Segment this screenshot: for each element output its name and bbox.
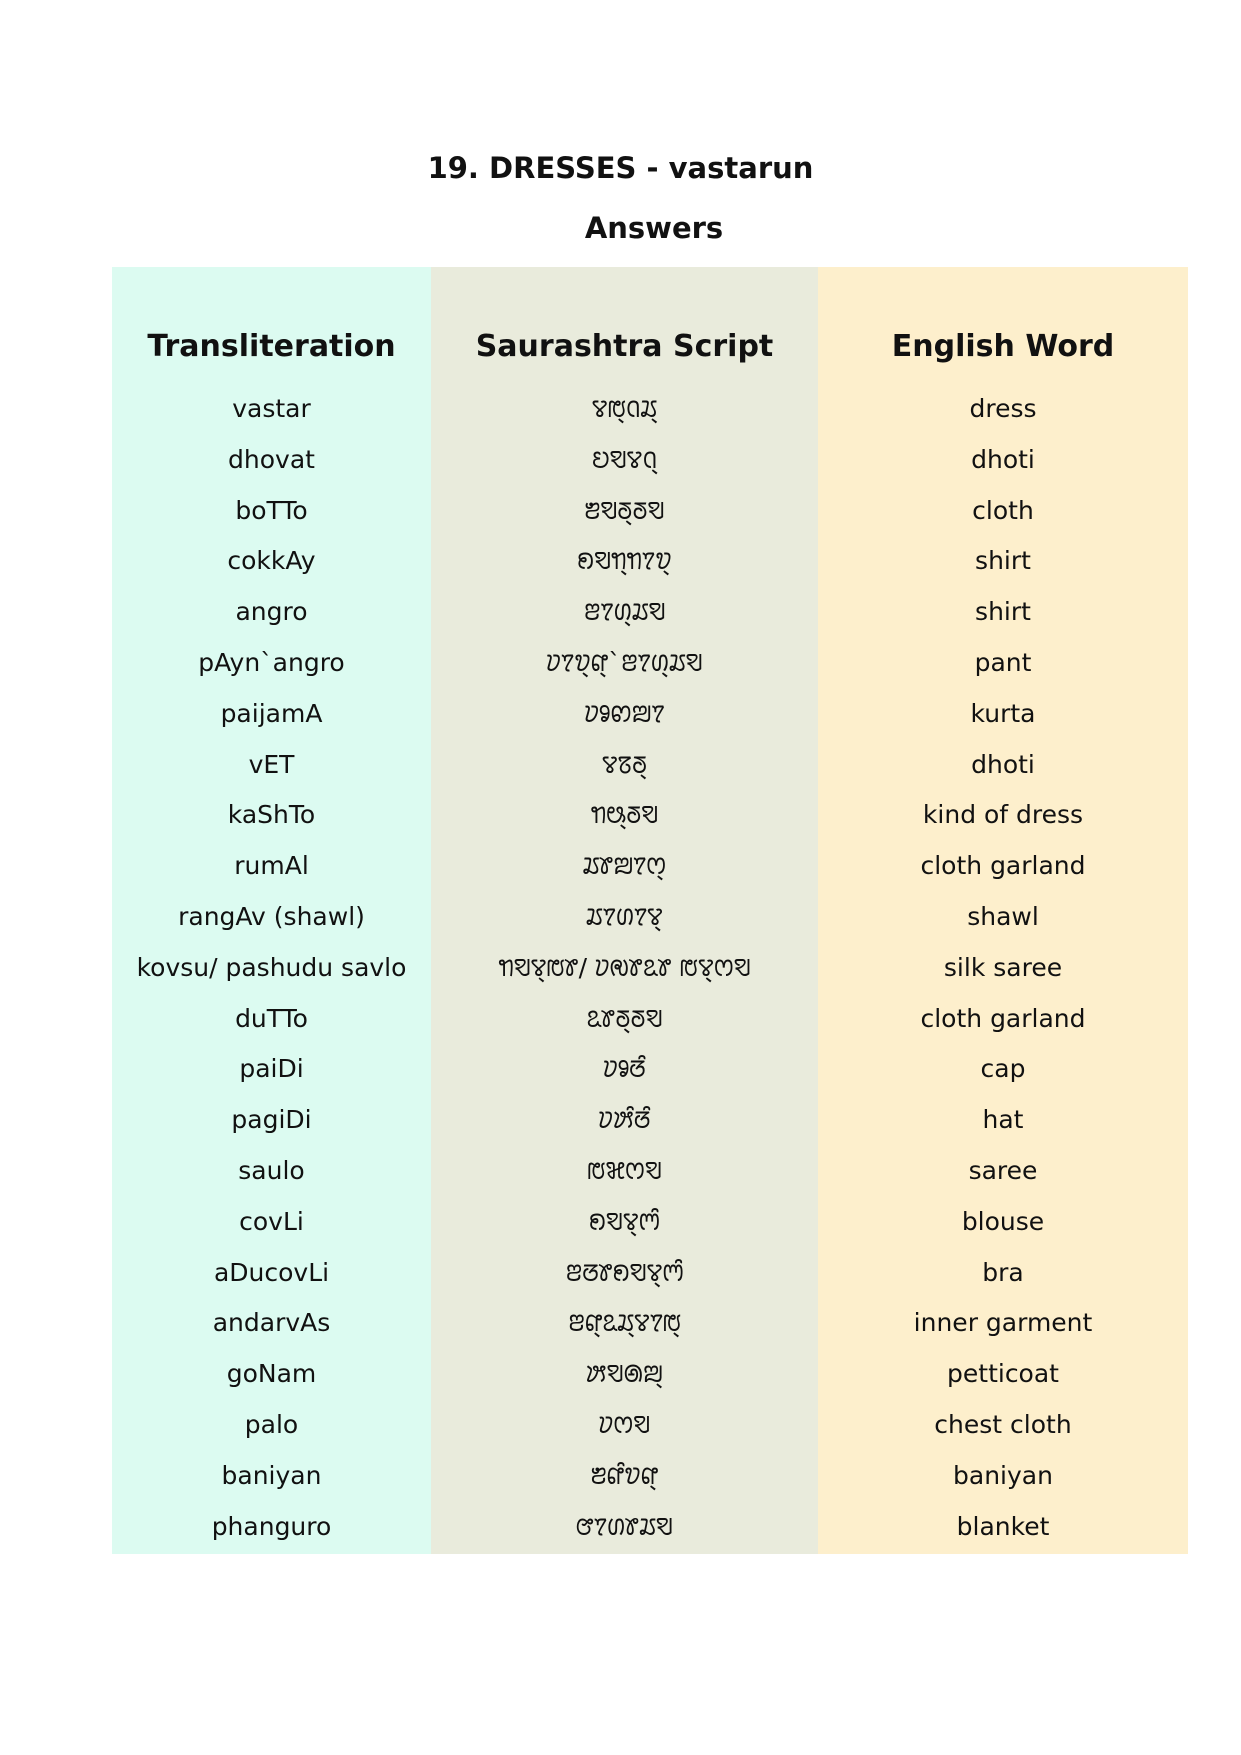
table-cell-english: dhoti <box>971 749 1035 779</box>
table-cell-translit: baniyan <box>221 1460 322 1490</box>
table-cell-translit: phanguro <box>211 1511 332 1541</box>
table-cell-translit: pagiDi <box>231 1105 312 1135</box>
table-cell-script: ꢮꢿꢜ꣄ <box>601 749 648 779</box>
table-cell-script: ꢦꢭꣂ <box>598 1409 651 1439</box>
table-cell-translit: kaShTo <box>227 800 316 830</box>
transliteration-column <box>112 267 431 1554</box>
table-cell-english: hat <box>982 1105 1024 1135</box>
table-cell-english: dhoti <box>971 444 1035 474</box>
table-cell-script: ꢦꣀꢙꢪꢵ <box>584 698 665 728</box>
table-cell-script: ꢂꢥ꣄ꢣꢬ꣄ꢮꢵꢱ꣄ <box>567 1308 682 1338</box>
english-word-cells <box>818 384 1188 1552</box>
table-cell-script: ꢦꣀꢞꢶ <box>603 1054 646 1084</box>
table-cell-translit: pAyn`angro <box>198 647 345 677</box>
table-cell-translit: rangAv (shawl) <box>178 901 365 931</box>
table-cell-script: ꢂꢵꢔ꣄ꢬꣂ <box>583 597 666 627</box>
table-cell-script: ꢂꢞꢸꢖꣂꢮ꣄ꢳꢶ <box>565 1257 684 1287</box>
table-cell-translit: goNam <box>226 1359 317 1389</box>
page-subtitle: Answers <box>584 211 724 245</box>
saurashtra-script-cells <box>431 384 818 1552</box>
table-cell-translit: covLi <box>239 1206 304 1236</box>
table-cell-translit: palo <box>244 1409 299 1439</box>
table-cell-translit: paiDi <box>239 1054 304 1084</box>
table-cell-english: blouse <box>961 1206 1045 1236</box>
table-cell-script: ꢬꢸꢪꢵꢭ꣄ <box>582 851 667 881</box>
page-title <box>0 148 1241 188</box>
table-cell-script: ꢨꢥꢶꢫꢥ꣄ <box>590 1460 659 1490</box>
vocabulary-table <box>112 267 1188 1554</box>
table-cell-english: dress <box>969 394 1037 423</box>
table-cell-english: cloth garland <box>920 1003 1086 1033</box>
page-title-text: 19. DRESSES - vastarun <box>427 151 814 185</box>
table-cell-translit: paijamA <box>220 698 323 728</box>
table-cell-script: ꢮꢱ꣄ꢡꢬ꣄ <box>591 394 658 423</box>
table-cell-translit: angro <box>235 597 308 627</box>
table-cell-translit: andarvAs <box>212 1308 331 1338</box>
table-cell-translit: vastar <box>232 394 311 423</box>
table-cell-translit: cokkAy <box>227 546 316 576</box>
table-cell-english: cloth <box>972 495 1034 525</box>
table-cell-script: ꢖꣂꢒ꣄ꢒꢵꢫ꣄ <box>577 546 672 576</box>
table-cell-english: saree <box>968 1155 1038 1185</box>
table-cell-translit: rumAl <box>234 851 309 881</box>
table-cell-english: baniyan <box>953 1460 1053 1490</box>
table-cell-translit: kovsu/ pashudu savlo <box>136 952 407 982</box>
table-cell-english: bra <box>982 1257 1024 1287</box>
table-cell-english: kind of dress <box>922 800 1084 830</box>
table-cell-translit: aDucovLi <box>213 1257 330 1287</box>
table-cell-script: ꢧꢵꢔꢸꢬꣂ <box>576 1511 673 1541</box>
saurashtra-script-header: Saurashtra Script <box>475 329 774 364</box>
table-cell-translit: boTTo <box>235 495 308 525</box>
table-cell-script: ꢖꣂꢮ꣄ꢳꢶ <box>589 1206 660 1236</box>
table-cell-translit: dhovat <box>228 444 315 474</box>
table-cell-english: silk saree <box>943 952 1063 982</box>
english-word-header: English Word <box>891 329 1115 364</box>
table-cell-english: shawl <box>967 901 1039 931</box>
table-cell-translit: duTTo <box>235 1003 308 1033</box>
saurashtra-script-column <box>431 267 818 1554</box>
table-cell-script: ꢒꢰ꣄ꢜꣂ <box>590 800 659 830</box>
table-cell-english: inner garment <box>913 1308 1093 1338</box>
table-cell-translit: vET <box>248 749 295 779</box>
table-cell-english: kurta <box>970 698 1036 728</box>
table-cell-script: ꢓꣂꢠꢪ꣄ <box>586 1359 663 1389</box>
transliteration-cells <box>112 384 431 1552</box>
table-cell-english: cloth garland <box>920 851 1086 881</box>
table-cell-script: ꢤꣂꢮꢡ꣄ <box>591 444 658 474</box>
table-cell-english: petticoat <box>947 1359 1059 1389</box>
table-cell-script: ꢦꢵꢫ꣄ꢥ꣄`ꢂꢵꢔ꣄ꢬꣂ <box>546 647 703 677</box>
table-cell-script: ꢨꣂꢜ꣄ꢜꣂ <box>584 495 665 525</box>
table-cell-script: ꢦꢓꢶꢞꢶ <box>598 1105 651 1135</box>
english-word-column <box>818 267 1188 1554</box>
table-cell-script: ꢒꣂꢮ꣄ꢱꢸ/ ꢦꢯꢸꢣꢸ ꢱꢮ꣄ꢭꣂ <box>498 952 751 982</box>
table-cell-english: shirt <box>975 597 1031 627</box>
table-cell-english: pant <box>974 647 1032 677</box>
table-cell-english: blanket <box>956 1511 1050 1541</box>
table-cell-script: ꢱꣃꢭꣂ <box>587 1155 662 1185</box>
table-cell-script: ꢬꢵꢔꢵꢮ꣄ <box>586 901 663 931</box>
transliteration-header: Transliteration <box>147 329 396 364</box>
table-cell-english: shirt <box>975 546 1031 576</box>
table-cell-english: cap <box>980 1054 1026 1084</box>
table-cell-translit: saulo <box>238 1155 305 1185</box>
table-cell-script: ꢣꢸꢜ꣄ꢜꣂ <box>586 1003 663 1033</box>
table-cell-english: chest cloth <box>934 1409 1072 1439</box>
